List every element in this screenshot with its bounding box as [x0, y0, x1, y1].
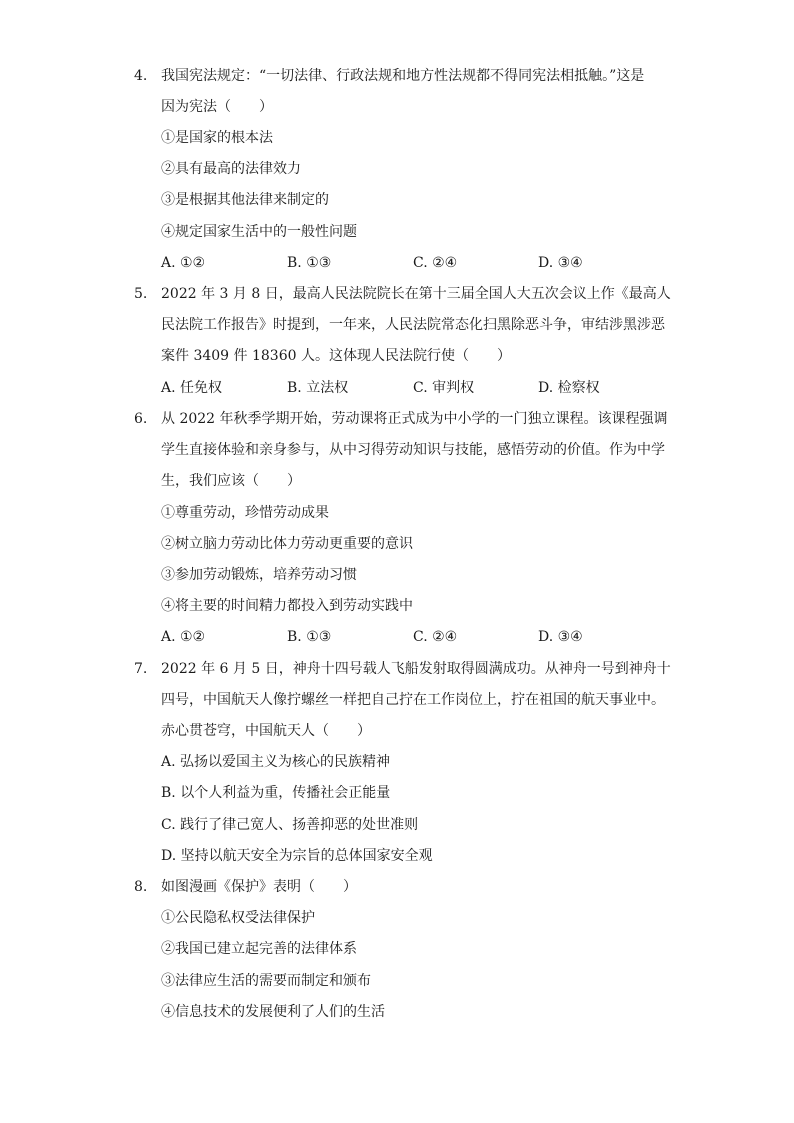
question-number: 8. — [134, 879, 148, 895]
option-c[interactable]: C. ②④ — [413, 629, 458, 645]
question-stem-line: 赤心贯苍穹，中国航天人（ ） — [161, 723, 371, 739]
option-b[interactable]: B. 立法权 — [287, 380, 349, 396]
question-stem-line: 2022 年 3 月 8 日，最高人民法院院长在第十三届全国人大五次会议上作《最高人 — [161, 286, 671, 302]
option-a[interactable]: A. 弘扬以爱国主义为核心的民族精神 — [161, 754, 391, 770]
answer-options — [161, 253, 681, 273]
option-d[interactable]: D. 坚持以航天安全为宗旨的总体国家安全观 — [161, 848, 433, 864]
option-a[interactable]: A. ①② — [161, 255, 206, 271]
option-d[interactable]: D. 检察权 — [538, 380, 600, 396]
statement-item: ②我国已建立起完善的法律体系 — [161, 941, 357, 957]
option-a[interactable]: A. ①② — [161, 629, 206, 645]
statement-item: ①是国家的根本法 — [161, 130, 273, 146]
question-stem-line: 民法院工作报告》时提到，一年来，人民法院常态化扫黑除恶斗争，审结涉黑涉恶 — [161, 317, 665, 333]
option-b[interactable]: B. ①③ — [287, 629, 332, 645]
statement-item: ②树立脑力劳动比体力劳动更重要的意识 — [161, 536, 413, 552]
statement-item: ④规定国家生活中的一般性问题 — [161, 224, 357, 240]
question-stem-line: 学生直接体验和亲身参与，从中习得劳动知识与技能，感悟劳动的价值。作为中学 — [161, 442, 665, 458]
question-stem-line: 因为宪法（ ） — [161, 99, 273, 115]
statement-item: ①公民隐私权受法律保护 — [161, 910, 315, 926]
option-c[interactable]: C. 践行了律己宽人、扬善抑恶的处世准则 — [161, 817, 419, 833]
statement-item: ③是根据其他法律来制定的 — [161, 192, 329, 208]
question-number: 7. — [134, 661, 148, 677]
option-a[interactable]: A. 任免权 — [161, 380, 223, 396]
answer-options — [161, 378, 681, 398]
statement-item: ④信息技术的发展便利了人们的生活 — [161, 1004, 385, 1020]
option-b[interactable]: B. ①③ — [287, 255, 332, 271]
question-stem-line: 如图漫画《保护》表明（ ） — [161, 879, 357, 895]
option-c[interactable]: C. 审判权 — [413, 380, 475, 396]
question-number: 5. — [134, 286, 148, 302]
statement-item: ④将主要的时间精力都投入到劳动实践中 — [161, 598, 413, 614]
option-d[interactable]: D. ③④ — [538, 255, 583, 271]
question-number: 6. — [134, 411, 148, 427]
question-stem-line: 生，我们应该（ ） — [161, 473, 301, 489]
option-d[interactable]: D. ③④ — [538, 629, 583, 645]
question-stem-line: 从 2022 年秋季学期开始，劳动课将正式成为中小学的一门独立课程。该课程强调 — [161, 411, 668, 427]
question-stem-line: 四号，中国航天人像拧螺丝一样把自己拧在工作岗位上，拧在祖国的航天事业中。 — [161, 692, 665, 708]
statement-item: ③参加劳动锻炼，培养劳动习惯 — [161, 567, 357, 583]
statement-item: ②具有最高的法律效力 — [161, 161, 301, 177]
question-stem-line: 2022 年 6 月 5 日，神舟十四号载人飞船发射取得圆满成功。从神舟一号到神舟十 — [161, 661, 671, 677]
statement-item: ①尊重劳动，珍惜劳动成果 — [161, 505, 329, 521]
question-stem-line: 案件 3409 件 18360 人。这体现人民法院行使（ ） — [161, 348, 511, 364]
question-stem-line: 我国宪法规定：“一切法律、行政法规和地方性法规都不得同宪法相抵触。”这是 — [161, 68, 645, 84]
question-number: 4. — [134, 68, 148, 84]
option-b[interactable]: B. 以个人利益为重，传播社会正能量 — [161, 785, 391, 801]
option-c[interactable]: C. ②④ — [413, 255, 458, 271]
answer-options — [161, 627, 681, 647]
statement-item: ③法律应生活的需要而制定和颁布 — [161, 973, 371, 989]
